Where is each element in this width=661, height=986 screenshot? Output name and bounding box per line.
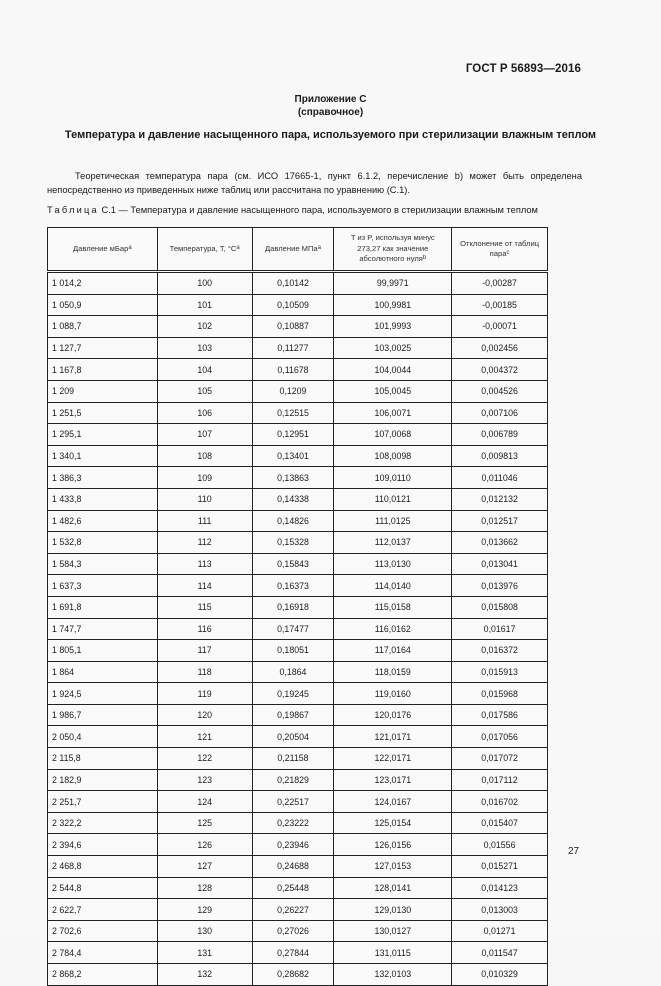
table-cell: 130,0127 [334, 920, 452, 942]
table-cell: 0,26227 [252, 899, 334, 921]
page-number: 27 [568, 846, 580, 857]
table-row [48, 618, 548, 640]
column-header-pressure-mpa: Давление МПа$^a$ [252, 228, 334, 272]
table-cell: 1 637,3 [48, 575, 158, 597]
table-cell: -0,00071 [452, 316, 548, 338]
table-cell: 105,0045 [334, 380, 452, 402]
table-cell: 0,1864 [252, 661, 334, 683]
table-cell: 106,0071 [334, 402, 452, 424]
table-cell: 0,15328 [252, 532, 334, 554]
table-cell: 1 251,5 [48, 402, 158, 424]
table-cell: 124 [157, 791, 252, 813]
table-cell: 107,0068 [334, 424, 452, 446]
table-row [48, 488, 548, 510]
table-row [48, 748, 548, 770]
table-row [48, 402, 548, 424]
appendix-title: Приложение С [294, 94, 367, 105]
table-cell: 2 468,8 [48, 856, 158, 878]
table-cell: 0,10142 [252, 272, 334, 295]
table-cell: 0,012132 [452, 488, 548, 510]
table-cell: 0,10887 [252, 316, 334, 338]
table-cell: 0,19867 [252, 704, 334, 726]
table-cell: 0,017072 [452, 748, 548, 770]
table-cell: 0,28682 [252, 964, 334, 986]
table-cell: 0,011046 [452, 467, 548, 489]
table-cell: 1 924,5 [48, 683, 158, 705]
table-cell: 117 [157, 640, 252, 662]
table-cell: 2 322,2 [48, 812, 158, 834]
table-cell: 103 [157, 337, 252, 359]
table-cell: 0,01271 [452, 920, 548, 942]
table-row [48, 596, 548, 618]
table-cell: 1 691,8 [48, 596, 158, 618]
table-cell: 108,0098 [334, 445, 452, 467]
table-cell: 114,0140 [334, 575, 452, 597]
table-cell: 108 [157, 445, 252, 467]
table-cell: 99,9971 [334, 272, 452, 295]
table-cell: 1 482,6 [48, 510, 158, 532]
table-header-row [48, 228, 548, 272]
table-cell: 125,0154 [334, 812, 452, 834]
table-cell: 104 [157, 359, 252, 381]
table-cell: 0,11678 [252, 359, 334, 381]
table-cell: 0,006789 [452, 424, 548, 446]
table-cell: 0,013662 [452, 532, 548, 554]
document-code: ГОСТ Р 56893—2016 [465, 63, 581, 75]
table-cell: 0,23222 [252, 812, 334, 834]
table-cell: 0,18051 [252, 640, 334, 662]
table-cell: 129 [157, 899, 252, 921]
table-cell: -0,00287 [452, 272, 548, 295]
table-cell: 2 251,7 [48, 791, 158, 813]
table-cell: 0,27026 [252, 920, 334, 942]
table-cell: 1 127,7 [48, 337, 158, 359]
table-cell: 2 394,6 [48, 834, 158, 856]
table-cell: 0,017586 [452, 704, 548, 726]
table-cell: 1 167,8 [48, 359, 158, 381]
table-cell: 0,016702 [452, 791, 548, 813]
table-cell: 1 864 [48, 661, 158, 683]
table-cell: 101,9993 [334, 316, 452, 338]
table-cell: 131 [157, 942, 252, 964]
table-cell: 0,13401 [252, 445, 334, 467]
table-row [48, 380, 548, 402]
table-cell: 0,013041 [452, 553, 548, 575]
steam-table [47, 227, 548, 986]
table-cell: 113,0130 [334, 553, 452, 575]
table-cell: 126 [157, 834, 252, 856]
table-row [48, 316, 548, 338]
table-row [48, 661, 548, 683]
table-cell: 0,002456 [452, 337, 548, 359]
table-caption [47, 205, 607, 215]
table-cell: 100,9981 [334, 294, 452, 316]
table-cell: 0,007106 [452, 402, 548, 424]
table-cell: 2 622,7 [48, 899, 158, 921]
column-header-t-from-p: T из P, используя минус 273,27 как значение абсолютного нуля$^b$ [334, 228, 452, 272]
table-cell: 0,015407 [452, 812, 548, 834]
table-cell: 0,21158 [252, 748, 334, 770]
table-cell: 121 [157, 726, 252, 748]
table-row [48, 445, 548, 467]
table-cell: 1 986,7 [48, 704, 158, 726]
table-cell: 112,0137 [334, 532, 452, 554]
table-cell: 0,15843 [252, 553, 334, 575]
table-cell: 2 115,8 [48, 748, 158, 770]
table-cell: 125 [157, 812, 252, 834]
table-row [48, 467, 548, 489]
table-cell: 0,13863 [252, 467, 334, 489]
table-cell: 0,013976 [452, 575, 548, 597]
table-cell: 118 [157, 661, 252, 683]
table-cell: 129,0130 [334, 899, 452, 921]
table-cell: 2 784,4 [48, 942, 158, 964]
column-header-pressure-mbar: Давление мБар$^a$ [48, 228, 158, 272]
table-cell: 0,014123 [452, 877, 548, 899]
table-cell: 0,16918 [252, 596, 334, 618]
table-cell: 1 340,1 [48, 445, 158, 467]
table-cell: 127 [157, 856, 252, 878]
table-cell: 103,0025 [334, 337, 452, 359]
table-cell: 127,0153 [334, 856, 452, 878]
table-cell: 2 050,4 [48, 726, 158, 748]
table-cell: 0,14826 [252, 510, 334, 532]
table-cell: 2 544,8 [48, 877, 158, 899]
table-cell: 1 584,3 [48, 553, 158, 575]
table-row [48, 791, 548, 813]
table-cell: 115 [157, 596, 252, 618]
table-cell: 1 532,8 [48, 532, 158, 554]
table-cell: 0,10509 [252, 294, 334, 316]
table-cell: 119 [157, 683, 252, 705]
column-header-temperature: Температура, T, $^\circ C^a$ [157, 228, 252, 272]
table-cell: 2 182,9 [48, 769, 158, 791]
table-cell: 0,01617 [452, 618, 548, 640]
table-cell: 114 [157, 575, 252, 597]
table-row [48, 812, 548, 834]
appendix-subtitle: (справочное) [297, 107, 364, 118]
table-cell: 2 868,2 [48, 964, 158, 986]
table-row [48, 510, 548, 532]
table-cell: 0,20504 [252, 726, 334, 748]
table-cell: 1 209 [48, 380, 158, 402]
table-cell: 0,011547 [452, 942, 548, 964]
table-cell: 1 747,7 [48, 618, 158, 640]
table-cell: 110,0121 [334, 488, 452, 510]
table-cell: 1 805,1 [48, 640, 158, 662]
table-cell: 112 [157, 532, 252, 554]
table-row [48, 856, 548, 878]
table-cell: 128 [157, 877, 252, 899]
table-cell: 130 [157, 920, 252, 942]
table-cell: 0,012517 [452, 510, 548, 532]
table-row [48, 424, 548, 446]
table-cell: 100 [157, 272, 252, 295]
table-cell: 2 702,6 [48, 920, 158, 942]
table-body [48, 272, 548, 986]
table-cell: 116,0162 [334, 618, 452, 640]
table-cell: 104,0044 [334, 359, 452, 381]
table-row [48, 834, 548, 856]
table-row [48, 359, 548, 381]
table-cell: 117,0164 [334, 640, 452, 662]
table-cell: 116 [157, 618, 252, 640]
table-cell: 111,0125 [334, 510, 452, 532]
table-cell: 0,013003 [452, 899, 548, 921]
table-row [48, 337, 548, 359]
table-row [48, 640, 548, 662]
table-cell: 128,0141 [334, 877, 452, 899]
table-cell: -0,00185 [452, 294, 548, 316]
table-row [48, 575, 548, 597]
table-cell: 0,19245 [252, 683, 334, 705]
table-cell: 1 050,9 [48, 294, 158, 316]
table-cell: 1 386,3 [48, 467, 158, 489]
table-cell: 1 088,7 [48, 316, 158, 338]
table-cell: 0,009813 [452, 445, 548, 467]
table-cell: 113 [157, 553, 252, 575]
intro-paragraph: Теоретическая температура пара (см. ИСО 17665-1, пункт 6.1.2, перечисление b) может быть определена непосредственно из приведенных ниже таблиц или рассчитана по уравнению (С.1). [47, 171, 582, 195]
table-cell: 0,16373 [252, 575, 334, 597]
table-cell: 0,11277 [252, 337, 334, 359]
table-row [48, 769, 548, 791]
table-cell: 0,23946 [252, 834, 334, 856]
table-cell: 0,12515 [252, 402, 334, 424]
table-caption-prefix: Таблица [47, 205, 99, 215]
table-row [48, 964, 548, 986]
table-cell: 107 [157, 424, 252, 446]
table-row [48, 899, 548, 921]
table-cell: 0,004526 [452, 380, 548, 402]
table-cell: 122,0171 [334, 748, 452, 770]
table-cell: 131,0115 [334, 942, 452, 964]
table-row [48, 877, 548, 899]
table-cell: 1 433,8 [48, 488, 158, 510]
table-cell: 0,24688 [252, 856, 334, 878]
table-row [48, 532, 548, 554]
table-cell: 1 295,1 [48, 424, 158, 446]
table-row [48, 920, 548, 942]
table-cell: 0,14338 [252, 488, 334, 510]
column-header-deviation: Отклонение от таблиц пара$^c$ [452, 228, 548, 272]
table-row [48, 942, 548, 964]
table-row [48, 683, 548, 705]
table-cell: 0,010329 [452, 964, 548, 986]
table-row [48, 553, 548, 575]
table-cell: 0,25448 [252, 877, 334, 899]
table-row [48, 704, 548, 726]
table-cell: 126,0156 [334, 834, 452, 856]
table-cell: 122 [157, 748, 252, 770]
table-cell: 120,0176 [334, 704, 452, 726]
table-cell: 109 [157, 467, 252, 489]
table-cell: 0,12951 [252, 424, 334, 446]
table-cell: 106 [157, 402, 252, 424]
table-cell: 0,017056 [452, 726, 548, 748]
table-cell: 132 [157, 964, 252, 986]
table-cell: 118,0159 [334, 661, 452, 683]
table-cell: 105 [157, 380, 252, 402]
table-cell: 109,0110 [334, 467, 452, 489]
table-cell: 124,0167 [334, 791, 452, 813]
table-cell: 0,015808 [452, 596, 548, 618]
table-cell: 0,22517 [252, 791, 334, 813]
table-cell: 0,004372 [452, 359, 548, 381]
appendix-heading [0, 93, 661, 119]
table-cell: 132,0103 [334, 964, 452, 986]
table-cell: 120 [157, 704, 252, 726]
table-cell: 115,0158 [334, 596, 452, 618]
table-row [48, 726, 548, 748]
table-cell: 0,017112 [452, 769, 548, 791]
table-cell: 121,0171 [334, 726, 452, 748]
table-row [48, 272, 548, 295]
table-cell: 123 [157, 769, 252, 791]
table-cell: 111 [157, 510, 252, 532]
table-cell: 102 [157, 316, 252, 338]
table-caption-text: С.1 — Температура и давление насыщенного пара, используемого в стерилизации влажным теплом [98, 205, 538, 215]
table-cell: 0,015271 [452, 856, 548, 878]
section-title: Температура и давление насыщенного пара, используемого при стерилизации влажным теплом [64, 129, 597, 141]
table-cell: 110 [157, 488, 252, 510]
table-cell: 0,01556 [452, 834, 548, 856]
table-cell: 0,015913 [452, 661, 548, 683]
table-row [48, 294, 548, 316]
table-cell: 101 [157, 294, 252, 316]
table-cell: 0,27844 [252, 942, 334, 964]
table-cell: 1 014,2 [48, 272, 158, 295]
table-cell: 0,016372 [452, 640, 548, 662]
table-cell: 119,0160 [334, 683, 452, 705]
table-cell: 0,21829 [252, 769, 334, 791]
table-cell: 0,015968 [452, 683, 548, 705]
table-cell: 0,1209 [252, 380, 334, 402]
table-cell: 123,0171 [334, 769, 452, 791]
table-cell: 0,17477 [252, 618, 334, 640]
